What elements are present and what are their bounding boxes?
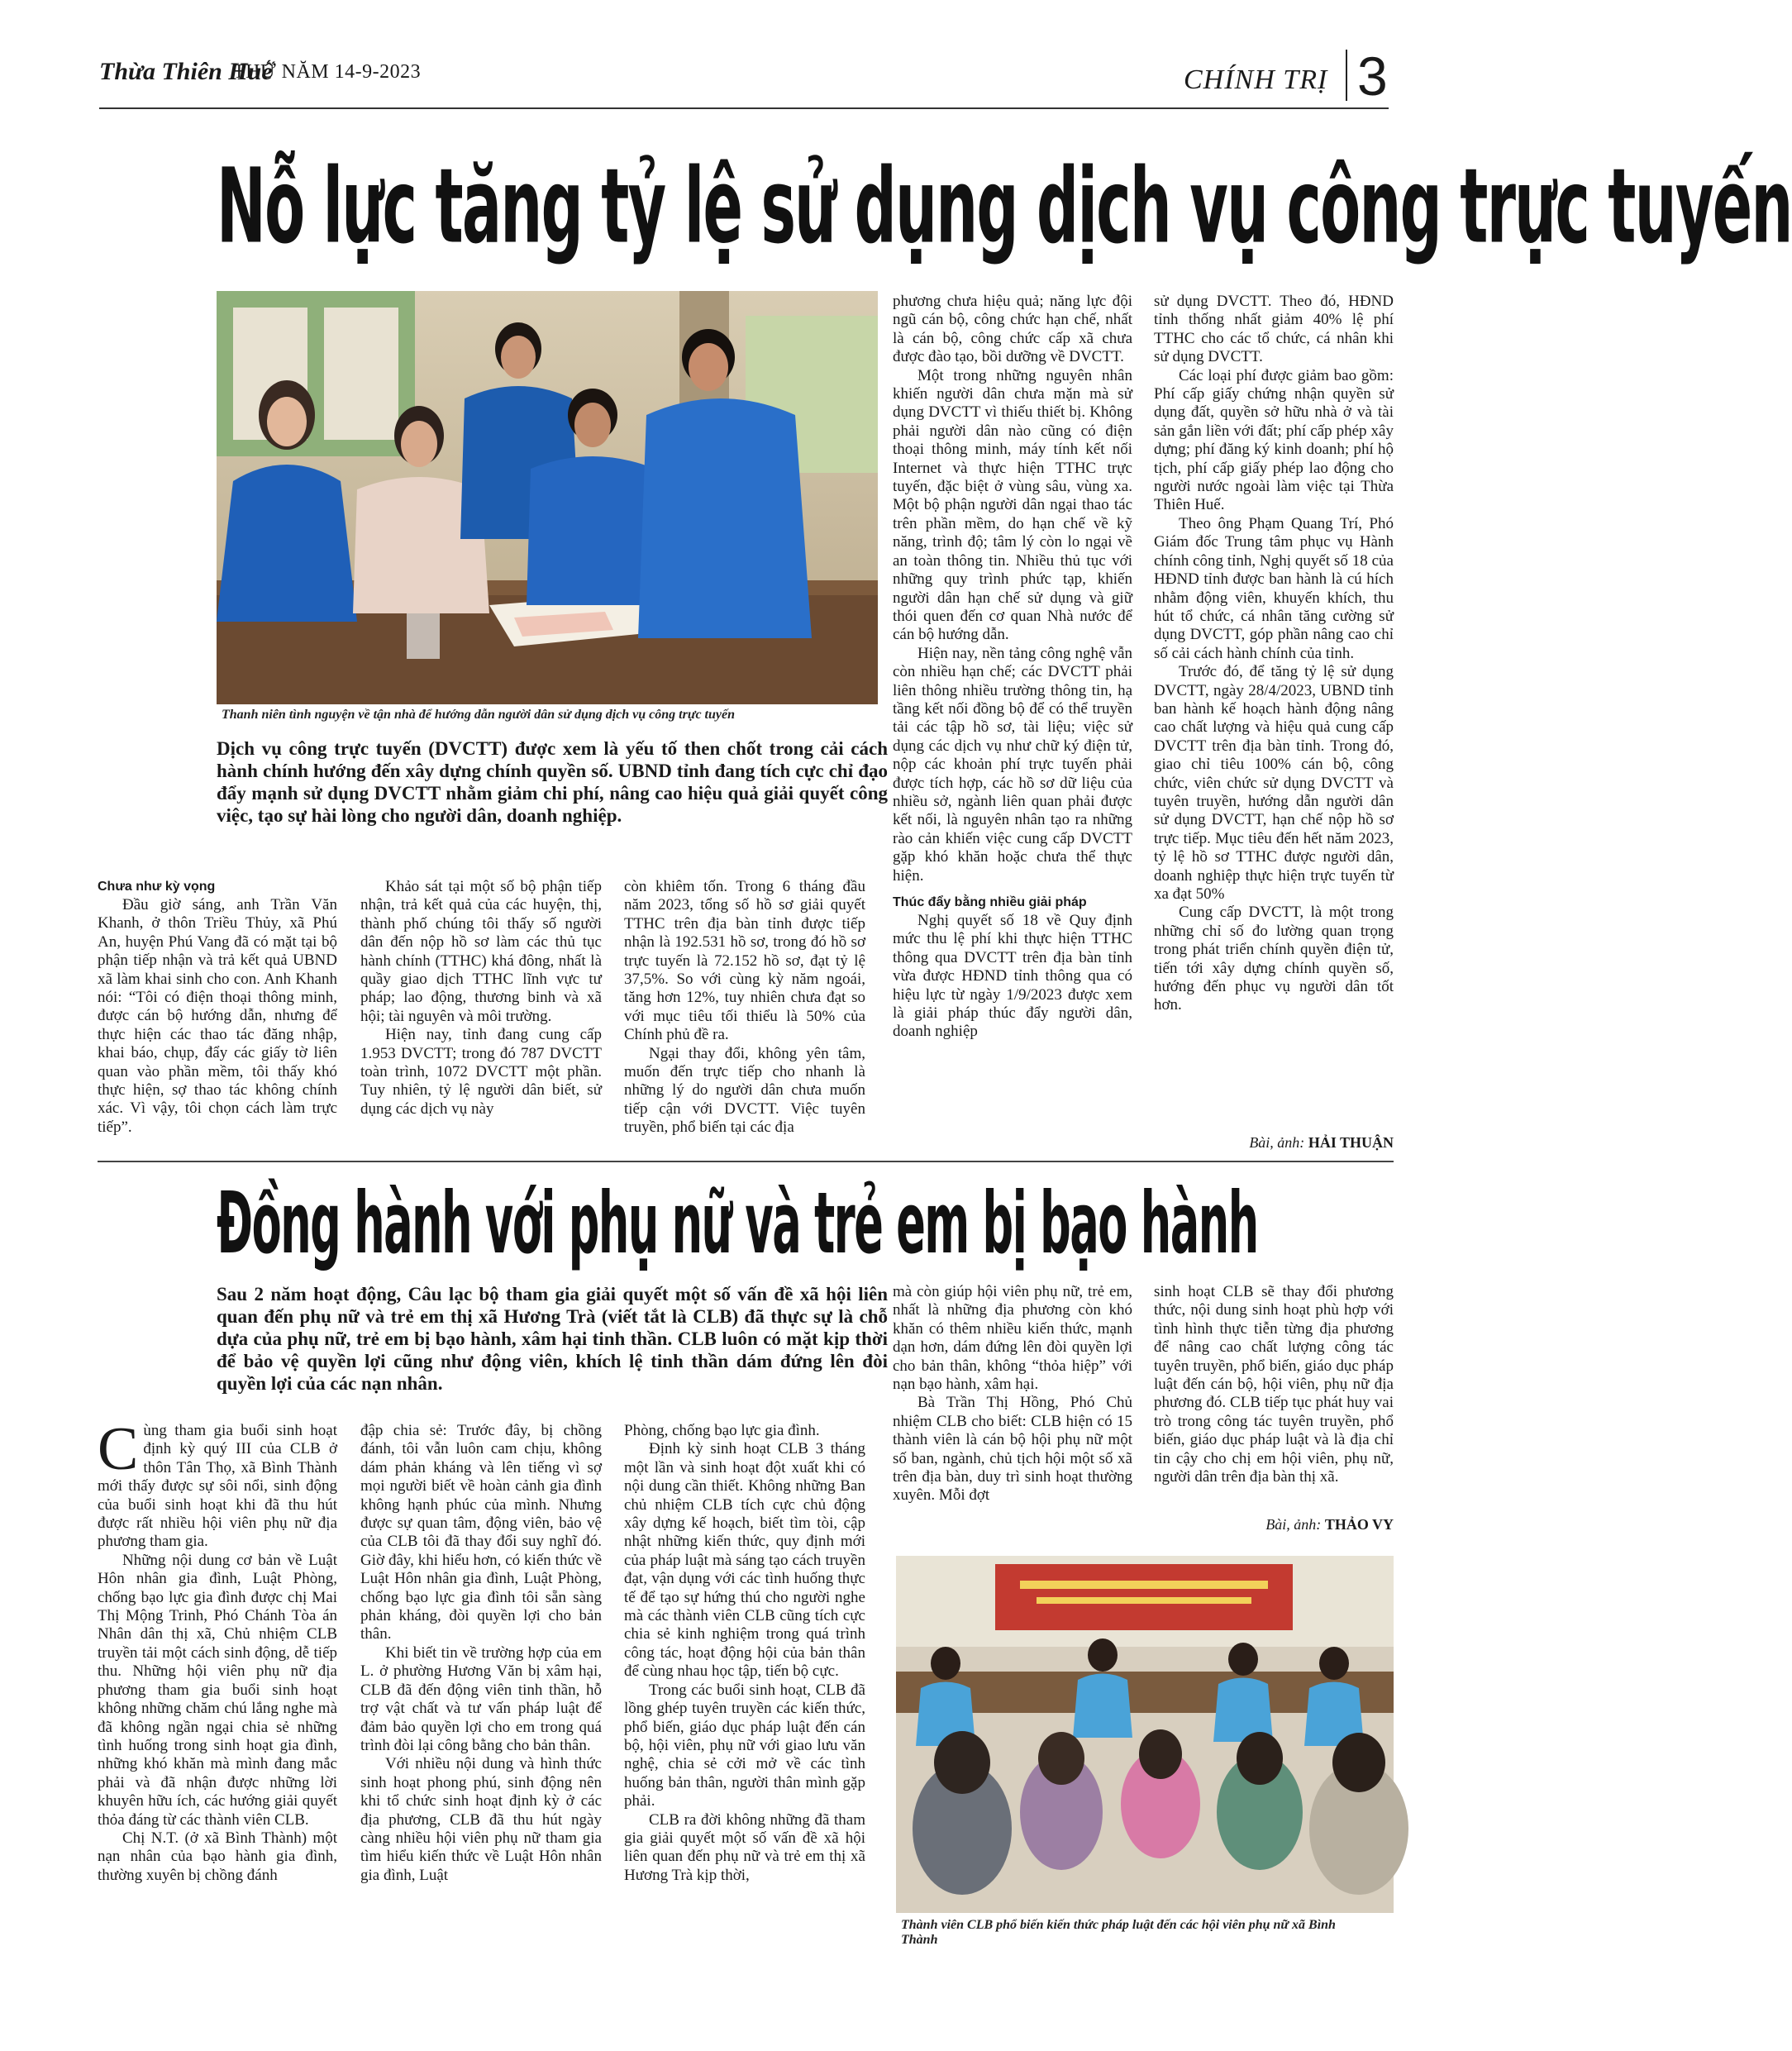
- paragraph: Trong các buổi sinh hoạt, CLB đã lồng ghép tuyên truyền các kiến thức, phổ biến, giáo dục pháp luật đến cán bộ, hội viên, phụ nữ với giao lưu văn nghệ, chia sẻ cởi mở về các tình huống bản thân, người thân mình gặp phải.: [624, 1681, 865, 1810]
- article1-lead: Dịch vụ công trực tuyến (DVCTT) được xem là yếu tố then chốt trong cải cách hành chính hướng đến xây dựng chính quyền số. UBND tỉnh đang tích cực chỉ đạo đẩy mạnh sử dụng DVCTT nhằm giảm chi phí, nâng cao hiệu quả giải quyết công việc, tạo sự hài lòng cho người dân, doanh nghiệp.: [217, 738, 888, 826]
- article1-photo-caption: Thanh niên tình nguyện về tận nhà để hướng dẫn người dân sử dụng dịch vụ công trực tuyến: [222, 708, 735, 722]
- article-separator: [98, 1161, 1394, 1162]
- byline-author: THẢO VY: [1324, 1516, 1394, 1533]
- paragraph: Ngại thay đổi, không yên tâm, muốn đến trực tiếp cho nhanh là những lý do người dân chưa muốn tiếp cận với DVCTT. Việc tuyên truyền, phổ biến tại các địa: [624, 1044, 865, 1137]
- article2-column-3: [624, 1422, 865, 1885]
- article1-column-4: [893, 293, 1132, 1042]
- article2-column-1: [98, 1415, 337, 1885]
- byline-prefix: Bài, ảnh:: [1249, 1134, 1305, 1151]
- paragraph: [98, 1415, 337, 1552]
- article1-column-2: [360, 878, 602, 1119]
- article2-column-5: [1154, 1283, 1394, 1486]
- paragraph: Với nhiều nội dung và hình thức sinh hoạt phong phú, sinh động nên khi tổ chức sinh hoạt định kỳ ở các địa phương, CLB đã thu hút ngày càng nhiều hội viên phụ nữ tham gia tìm hiểu kiến thức về Luật Hôn nhân gia đình, Luật: [360, 1755, 602, 1884]
- header-divider: [1346, 50, 1347, 101]
- article1-photo: [217, 291, 878, 704]
- paragraph: Bà Trần Thị Hồng, Phó Chủ nhiệm CLB cho biết: CLB hiện có 15 thành viên là cán bộ hội phụ nữ một số ban, ngành, chủ tịch hội một số xã trên địa bàn, duy trì sinh hoạt thường xuyên. Mỗi đợt: [893, 1394, 1132, 1505]
- header-rule: [99, 107, 1389, 109]
- issue-date: THỨ NĂM 14-9-2023: [233, 61, 422, 83]
- article2-headline: Đồng hành với phụ nữ và trẻ em bị bạo hành: [217, 1174, 1258, 1273]
- paragraph: Một trong những nguyên nhân khiến người dân chưa mặn mà sử dụng DVCTT vì thiếu thiết bị. Không phải người dân nào cũng có điện thoại thông minh, máy tính kết nối Internet và thực hiện TTHC trực tuyến, đặc biệt ở vùng sâu, vùng xa. Một bộ phận người dân ngại thao tác trên phần mềm, do hạn chế về kỹ năng, trình độ; tâm lý còn lo ngại về an toàn thông tin. Nhiều thủ tục với những quy trình phức tạp, khiến người dân hạn chế sử dụng và giữ thói quen đến cơ quan Nhà nước để cán bộ hướng dẫn.: [893, 366, 1132, 644]
- article1-column-3: [624, 878, 865, 1138]
- article2-photo-caption: Thành viên CLB phổ biến kiến thức pháp luật đến các hội viên phụ nữ xã Bình Thành: [901, 1918, 1336, 1947]
- article1-column-1: [98, 878, 337, 1137]
- article2-column-2: [360, 1422, 602, 1885]
- paragraph: Hiện nay, nền tảng công nghệ vẫn còn nhiều hạn chế; các DVCTT phải liên thông nhiều trường thông tin, hạ tầng kết nối đồng bộ để có thể truyền tải các tập hồ sơ, tài liệu; việc sử dụng các dịch vụ như chữ ký điện tử, nộp các khoản phí trực tuyến phải được tích hợp, các hồ sơ dữ liệu của nhiều sở, ngành liên quan phải được kết nối, là nguyên nhân tạo ra những rào cản khiến việc cung cấp DVCTT gặp khó khăn hoặc chưa thể thực hiện.: [893, 644, 1132, 885]
- paragraph: Hiện nay, tỉnh đang cung cấp 1.953 DVCTT; trong đó 787 DVCTT toàn trình, 1072 DVCTT một phần. Tuy nhiên, tỷ lệ người dân biết, sử dụng các dịch vụ này: [360, 1026, 602, 1118]
- byline-author: HẢI THUẬN: [1308, 1134, 1394, 1151]
- paragraph: sinh hoạt CLB sẽ thay đổi phương thức, nội dung sinh hoạt phù hợp với tình hình thực tiễn từng địa phương để nâng cao chất lượng công tác tuyên truyền, phổ biến, giáo dục pháp luật đến cán bộ, hội viên, phụ nữ địa phương đó. CLB tiếp tục phát huy vai trò trong công tác tuyên truyền, phổ biến, giáo dục pháp luật và là địa chỉ tin cậy cho chị em hội viên, phụ nữ, người dân trên địa bàn thị xã.: [1154, 1283, 1394, 1486]
- paragraph: Cung cấp DVCTT, là một trong những chỉ số đo lường quan trọng trong phát triển chính quyền điện tử, tiến tới xây dựng chính quyền số, hướng đến phục vụ người dân tốt hơn.: [1154, 904, 1394, 1014]
- paragraph: Khảo sát tại một số bộ phận tiếp nhận, trả kết quả của các huyện, thị, thành phố chúng tôi thấy số người dân đến nộp hồ sơ làm các thủ tục hành chính (TTHC) khá đông, nhất là quầy giao dịch TTHC lĩnh vực tư pháp; lao động, thương binh và xã hội; tài nguyên và môi trường.: [360, 878, 602, 1025]
- article1-column-5: [1154, 293, 1394, 1015]
- paragraph: còn khiêm tốn. Trong 6 tháng đầu năm 2023, tổng số hồ sơ giải quyết TTHC trên địa bàn tỉnh được tiếp nhận là 192.531 hồ sơ, trong đó hồ sơ trực tuyến là 72.152 hồ sơ, đạt tỷ lệ 37,5%. So với cùng kỳ năm ngoái, tăng hơn 12%, tuy nhiên chưa đạt so với mục tiêu tối thiểu là 50% của Chính phủ đề ra.: [624, 878, 865, 1044]
- article1-headline: Nỗ lực tăng tỷ lệ sử dụng dịch vụ công trực tuyến: [217, 147, 1792, 267]
- page-number: 3: [1357, 45, 1388, 107]
- article1-subhead-1: Chưa như kỳ vọng: [98, 880, 216, 894]
- paragraph: sử dụng DVCTT. Theo đó, HĐND tỉnh thống nhất giảm 40% lệ phí TTHC cho các tổ chức, cá nhân khi sử dụng DVCTT.: [1154, 293, 1394, 366]
- paragraph: đập chia sẻ: Trước đây, bị chồng đánh, tôi vẫn luôn cam chịu, không dám phản kháng và lên tiếng vì sợ mọi người biết về hoàn cảnh gia đình không hạnh phúc của mình. Nhưng được sự quan tâm, động viên, bảo vệ của CLB tôi đã thay đổi suy nghĩ đó. Giờ đây, khi hiểu hơn, có kiến thức về Luật Hôn nhân gia đình, Luật Phòng, chống bạo lực gia đình tôi sẵn sàng phản kháng, đòi quyền lợi cho bản thân.: [360, 1422, 602, 1643]
- paragraph: Nghị quyết số 18 về Quy định mức thu lệ phí khi thực hiện TTHC thông qua DVCTT trên địa bàn tỉnh vừa được HĐND tỉnh thông qua có hiệu lực từ ngày 1/9/2023 được xem là giải pháp thúc đẩy người dân, doanh nghiệp: [893, 912, 1132, 1041]
- paragraph: phương chưa hiệu quả; năng lực đội ngũ cán bộ, công chức hạn chế, nhất là cán bộ, công chức cấp xã chưa được đào tạo, bồi dưỡng về DVCTT.: [893, 293, 1132, 366]
- club-meeting-photo-illustration: [896, 1556, 1394, 1913]
- paragraph: Trước đó, để tăng tỷ lệ sử dụng DVCTT, ngày 28/4/2023, UBND tỉnh ban hành kế hoạch hành động nâng cao chất lượng và hiệu quả cung cấp DVCTT trên địa bàn tỉnh. Trong đó, giao chỉ tiêu 100% cán bộ, công chức, viên chức sử dụng DVCTT và tuyên truyền, hướng dẫn người dân sử dụng DVCTT, hạn chế nộp hồ sơ trực tiếp. Mục tiêu đến hết năm 2023, tỷ lệ hồ sơ TTHC được người dân, doanh nghiệp thực hiện trực tuyến từ xa đạt 50%: [1154, 663, 1394, 903]
- article1-byline: [1154, 1134, 1394, 1152]
- paragraph: Những nội dung cơ bản về Luật Hôn nhân gia đình, Luật Phòng, chống bạo lực gia đình được chị Mai Thị Mộng Trinh, Phó Chánh Tòa án Nhân dân thị xã, Chủ nhiệm CLB truyền tải một cách sinh động, dễ tiếp thu. Những hội viên phụ nữ địa phương tham gia buổi sinh hoạt không những chăm chú lắng nghe mà đã không ngần ngại chia sẻ những tình huống trong sinh hoạt gia đình, những khó khăn mà mình đang mắc phải và đã nhận được những lời khuyên hữu ích, các hướng giải quyết thỏa đáng từ các thành viên CLB.: [98, 1551, 337, 1829]
- paragraph: Chị N.T. (ở xã Bình Thành) một nạn nhân của bạo hành gia đình, thường xuyên bị chồng đánh: [98, 1829, 337, 1884]
- newspaper-name: Thừa Thiên Huế: [99, 58, 273, 85]
- article2-photo: [896, 1556, 1394, 1913]
- paragraph: Định kỳ sinh hoạt CLB 3 tháng một lần và sinh hoạt đột xuất khi có nội dung cần thiết. Không những Ban chủ nhiệm CLB tích cực chủ động xây dựng kế hoạch, biết tìm tòi, cập nhật những kiến thức, quy định mới của pháp luật mà sáng tạo cách truyền đạt, vận dụng với các tình huống thực tế để tạo sự hứng thú cho người nghe mà các thành viên CLB cũng tích cực chia sẻ kinh nghiệm trong quá trình công tác, hoạt động hội của bản thân để cùng nhau học tập, tiến bộ cực.: [624, 1440, 865, 1681]
- paragraph: CLB ra đời không những đã tham gia giải quyết một số vấn đề xã hội liên quan đến phụ nữ và trẻ em thị xã Hương Trà kịp thời,: [624, 1810, 865, 1884]
- drop-cap: C: [98, 1415, 139, 1483]
- volunteers-photo-illustration: [217, 291, 878, 704]
- paragraph: Phòng, chống bạo lực gia đình.: [624, 1422, 820, 1439]
- byline-prefix: Bài, ảnh:: [1265, 1516, 1322, 1533]
- paragraph: Đầu giờ sáng, anh Trần Văn Khanh, ở thôn Triều Thủy, xã Phú An, huyện Phú Vang đã có mặt tại bộ phận tiếp nhận và trả kết quả UBND xã làm khai sinh cho con. Anh Khanh nói: “Tôi có điện thoại thông minh, được cán bộ hướng dẫn, nhưng để thực hiện các thao tác đăng nhập, khai báo, chụp, đẩy các giấy tờ liên quan vào phần mềm, tôi thấy khó thực hiện, sợ thao tác không chính xác. Vì vậy, tôi chọn cách làm trực tiếp”.: [98, 896, 337, 1136]
- article2-byline: [1154, 1516, 1394, 1533]
- article2-lead: Sau 2 năm hoạt động, Câu lạc bộ tham gia giải quyết một số vấn đề xã hội liên quan đến phụ nữ và trẻ em thị xã Hương Trà (viết tắt là CLB) đã thực sự là chỗ dựa của phụ nữ, trẻ em bị bạo hành, xâm hại tinh thần. CLB luôn có mặt kịp thời để bảo vệ quyền lợi cũng như động viên, khích lệ tinh thần dám đứng lên đòi quyền lợi của các nạn nhân.: [217, 1284, 888, 1394]
- article1-subhead-2: Thúc đẩy bằng nhiều giải pháp: [893, 895, 1087, 909]
- paragraph: Các loại phí được giảm bao gồm: Phí cấp giấy chứng nhận quyền sử dụng đất, quyền sở hữu nhà ở và tài sản gắn liền với đất; phí cấp phép xây dựng; phí đăng ký kinh doanh; phí hộ tịch, phí cấp giấy phép lao động cho người nước ngoài làm việc tại Thừa Thiên Huế.: [1154, 366, 1394, 514]
- paragraph: mà còn giúp hội viên phụ nữ, trẻ em, nhất là những địa phương còn khó khăn có thêm nhiều kiến thức, mạnh dạn hơn, dám đứng lên đòi quyền lợi cho bản thân, không “thỏa hiệp” với nạn bạo hành, xâm hại.: [893, 1283, 1132, 1394]
- paragraph: Khi biết tin về trường hợp của em L. ở phường Hương Văn bị xâm hại, CLB đã đến động viên tinh thần, hỗ trợ vật chất và tư vấn pháp luật để đảm bảo quyền lợi cho em trong quá trình đòi lại công bằng cho bản thân.: [360, 1643, 602, 1754]
- paragraph-text: ùng tham gia buổi sinh hoạt định kỳ quý III của CLB ở thôn Tân Thọ, xã Bình Thành mới thấy được sự sôi nổi, sinh động của buổi sinh hoạt khi đã thu hút được rất nhiều hội viên phụ nữ địa phương tham gia.: [98, 1422, 337, 1551]
- section-name: CHÍNH TRỊ: [1184, 64, 1328, 95]
- article2-column-4: [893, 1283, 1132, 1505]
- paragraph: Theo ông Phạm Quang Trí, Phó Giám đốc Trung tâm phục vụ Hành chính công tỉnh, Nghị quyết số 18 của HĐND tỉnh được ban hành là cú hích nhằm động viên, khuyến khích, thu hút tổ chức, cá nhân tăng cường sử dụng DVCTT, góp phần nâng cao chỉ số cải cách hành chính của tỉnh.: [1154, 514, 1394, 662]
